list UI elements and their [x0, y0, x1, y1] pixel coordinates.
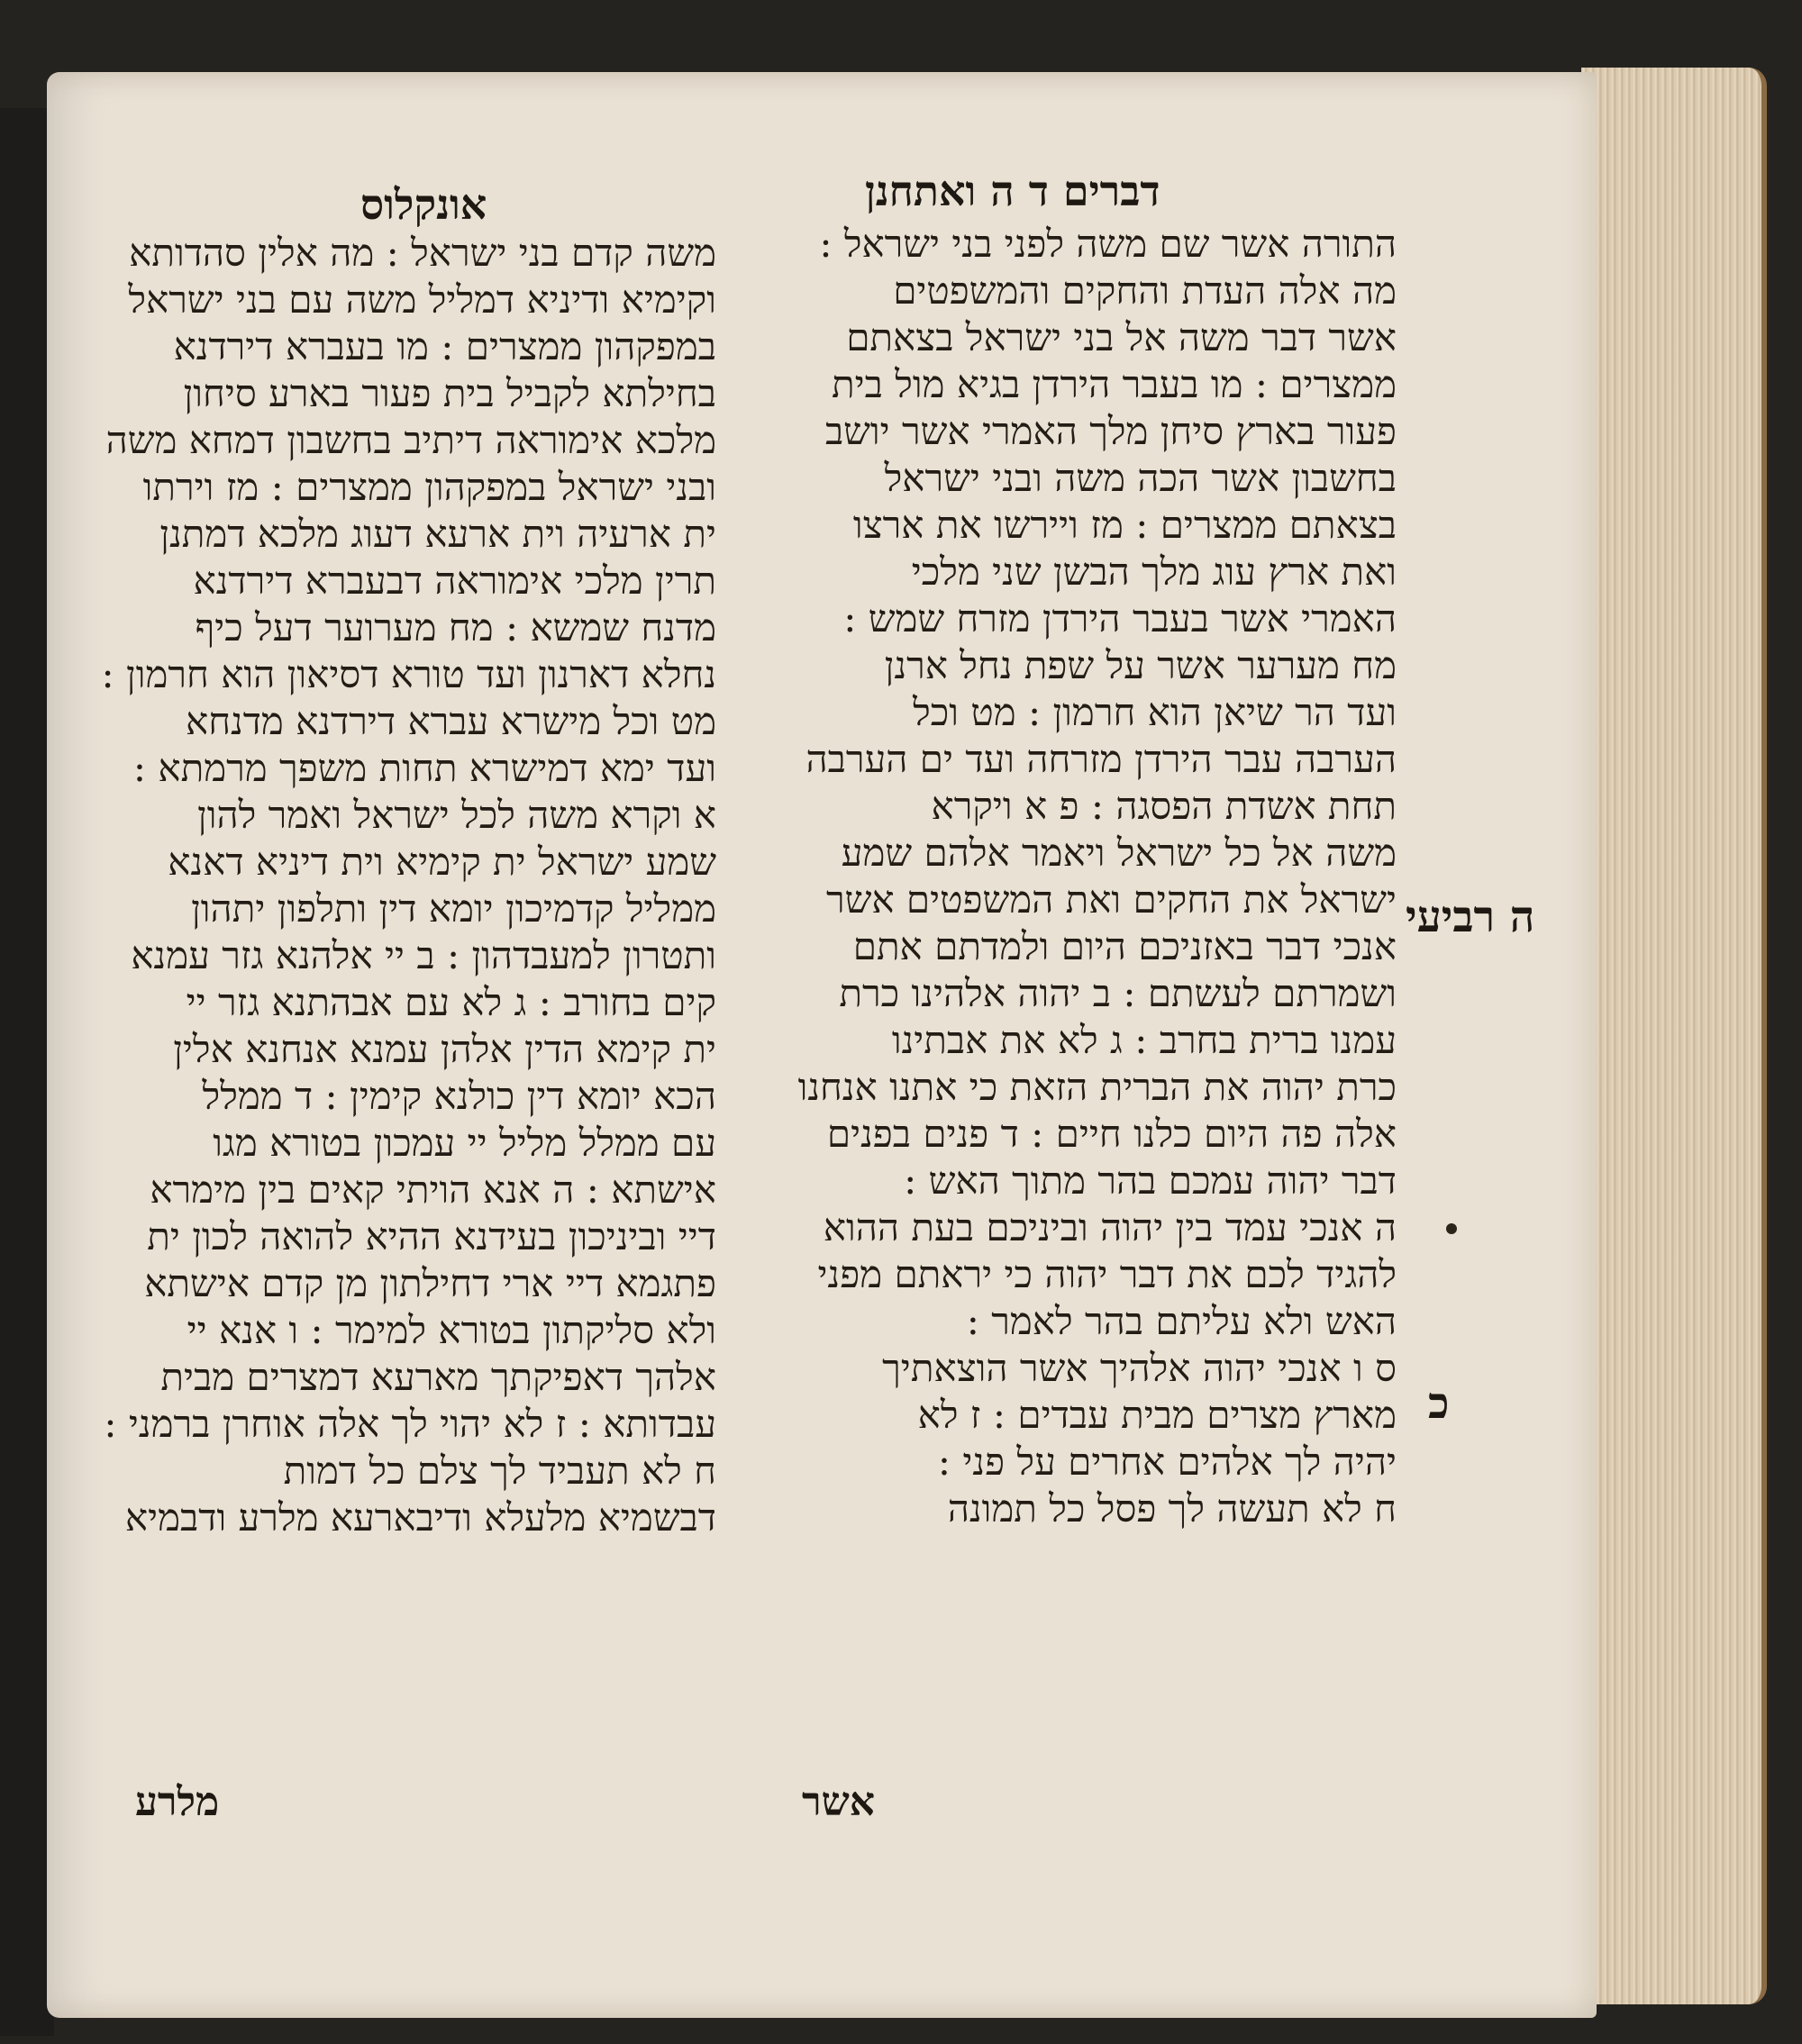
torah-column — [748, 221, 1397, 1532]
targum-line: עבדותא : ז לא יהוי לך אלה אוחרן ברמני : — [104, 1402, 716, 1446]
aliyah-margin-note: ה רביעי — [1406, 892, 1535, 942]
targum-line: הכא יומא דין כולנא קימין : ד ממלל — [202, 1074, 716, 1118]
targum-line: שמע ישראל ית קימיא וית דיניא דאנא — [168, 840, 716, 884]
targum-line: פתגמא דיי ארי דחילתון מן קדם אישתא — [144, 1261, 716, 1305]
torah-line: האמרי אשר בעבר הירדן מזרח שמש : — [843, 596, 1397, 640]
targum-line: עם ממלל מליל יי עמכון בטורא מגו — [213, 1121, 716, 1165]
targum-line: ועד ימא דמישרא תחות משפך מרמתא : — [132, 746, 716, 790]
targum-line: במפקהון ממצרים : מו בעברא דירדנא — [173, 324, 716, 368]
targum-line: קים בחורב : ג לא עם אבהתנא גזר יי — [186, 980, 716, 1024]
targum-line: ולא סליקתון בטורא למימר : ו אנא יי — [187, 1308, 716, 1352]
torah-line: ח לא תעשה לך פסל כל תמונה — [947, 1486, 1397, 1531]
torah-line: ה אנכי עמד בין יהוה וביניכם בעת ההוא — [823, 1205, 1397, 1249]
targum-line: אישתא : ה אנא הויתי קאים בין מימרא — [150, 1167, 716, 1212]
torah-line: מארץ מצרים מבית עבדים : ז לא — [917, 1393, 1397, 1437]
torah-line: עמנו ברית בחרב : ג לא את אבתינו — [891, 1018, 1397, 1062]
torah-line: להגיד לכם את דבר יהוה כי יראתם מפני — [817, 1252, 1397, 1296]
torah-line: ושמרתם לעשתם : ב יהוה אלהינו כרת — [839, 971, 1397, 1015]
page-edges — [1581, 68, 1767, 2004]
targum-line: דבשמיא מלעלא ודיבארעא מלרע ודבמיא — [124, 1495, 716, 1540]
book-cover-left — [0, 108, 54, 2036]
right-column-header: דברים ד ה ואתחנן — [865, 167, 1160, 215]
torah-line: מח מערער אשר על שפת נחל ארנן — [884, 643, 1397, 687]
torah-line: התורה אשר שם משה לפני בני ישראל : — [819, 222, 1397, 266]
targum-line: דיי וביניכון בעידנא ההיא להואה לכון ית — [147, 1214, 716, 1258]
targum-line: אלהך דאפיקתך מארעא דמצרים מבית — [160, 1355, 716, 1399]
left-catchword: מלרע — [135, 1779, 220, 1825]
torah-line: ועד הר שיאן הוא חרמון : מט וכל — [913, 690, 1397, 734]
torah-line: תחת אשדת הפסגה : פ א ויקרא — [931, 784, 1397, 828]
targum-line: ממליל קדמיכון יומא דין ותלפון יתהון — [191, 886, 716, 931]
right-catchword: אשר — [802, 1779, 876, 1825]
torah-line: יהיה לך אלהים אחרים על פני : — [937, 1440, 1397, 1484]
torah-line: דבר יהוה עמכם בהר מתוך האש : — [904, 1158, 1397, 1203]
targum-line: בחילתא לקביל בית פעור בארע סיחון — [183, 371, 716, 415]
torah-line: כרת יהוה את הברית הזאת כי אתנו אנחנו — [797, 1065, 1397, 1109]
torah-line: ישראל את החקים ואת המשפטים אשר — [825, 877, 1397, 922]
targum-line: א וקרא משה לכל ישראל ואמר להון — [197, 793, 716, 837]
targum-line: מלכא אימוראה דיתיב בחשבון דמחא משה — [105, 418, 716, 462]
targum-line: מדנח שמשא : מח מערוער דעל כיף — [195, 605, 716, 650]
targum-line: משה קדם בני ישראל : מה אלין סהדותא — [129, 231, 716, 275]
torah-line: מה אלה העדת והחקים והמשפטים — [893, 268, 1397, 313]
torah-line: בחשבון אשר הכה משה ובני ישראל — [884, 456, 1397, 500]
targum-line: ובני ישראל במפקהון ממצרים : מז וירתו — [142, 465, 716, 509]
torah-line: בצאתם ממצרים : מז ויירשו את ארצו — [852, 503, 1397, 547]
torah-line: הערבה עבר הירדן מזרחה ועד ים הערבה — [805, 737, 1397, 781]
torah-line: אנכי דבר באזניכם היום ולמדתם אתם — [852, 924, 1397, 968]
targum-column — [77, 230, 716, 1541]
targum-line: ותטרון למעבדהון : ב יי אלהנא גזר עמנא — [131, 933, 716, 977]
margin-ink-dot — [1446, 1223, 1457, 1234]
targum-line: נחלא דארנון ועד טורא דסיאון הוא חרמון : — [101, 652, 716, 696]
torah-line: אלה פה היום כלנו חיים : ד פנים בפנים — [826, 1112, 1397, 1156]
torah-line: ממצרים : מו בעבר הירדן בגיא מול בית — [832, 362, 1397, 406]
torah-line: ואת ארץ עוג מלך הבשן שני מלכי — [911, 550, 1397, 594]
targum-line: מט וכל מישרא עברא דירדנא מדנחא — [186, 699, 716, 743]
targum-line: תרין מלכי אימוראה דבעברא דירדנא — [193, 559, 716, 603]
torah-line: אשר דבר משה אל בני ישראל בצאתם — [846, 315, 1397, 359]
torah-line: ס ו אנכי יהוה אלהיך אשר הוצאתיך — [882, 1346, 1397, 1390]
targum-line: ח לא תעביד לך צלם כל דמות — [283, 1449, 716, 1493]
torah-line: האש ולא עליתם בהר לאמר : — [966, 1299, 1397, 1343]
targum-line: ית ארעיה וית ארעא דעוג מלכא דמתנן — [159, 512, 716, 556]
torah-line: פעור בארץ סיחן מלך האמרי אשר יושב — [824, 409, 1397, 453]
targum-line: ית קימא הדין אלהן עמנא אנחנא אלין — [173, 1027, 716, 1071]
verse-count-margin-note: כ — [1428, 1378, 1450, 1429]
torah-line: משה אל כל ישראל ויאמר אלהם שמע — [841, 831, 1397, 875]
left-column-header: אונקלוס — [360, 180, 487, 229]
targum-line: וקימיא ודיניא דמליל משה עם בני ישראל — [128, 277, 716, 322]
